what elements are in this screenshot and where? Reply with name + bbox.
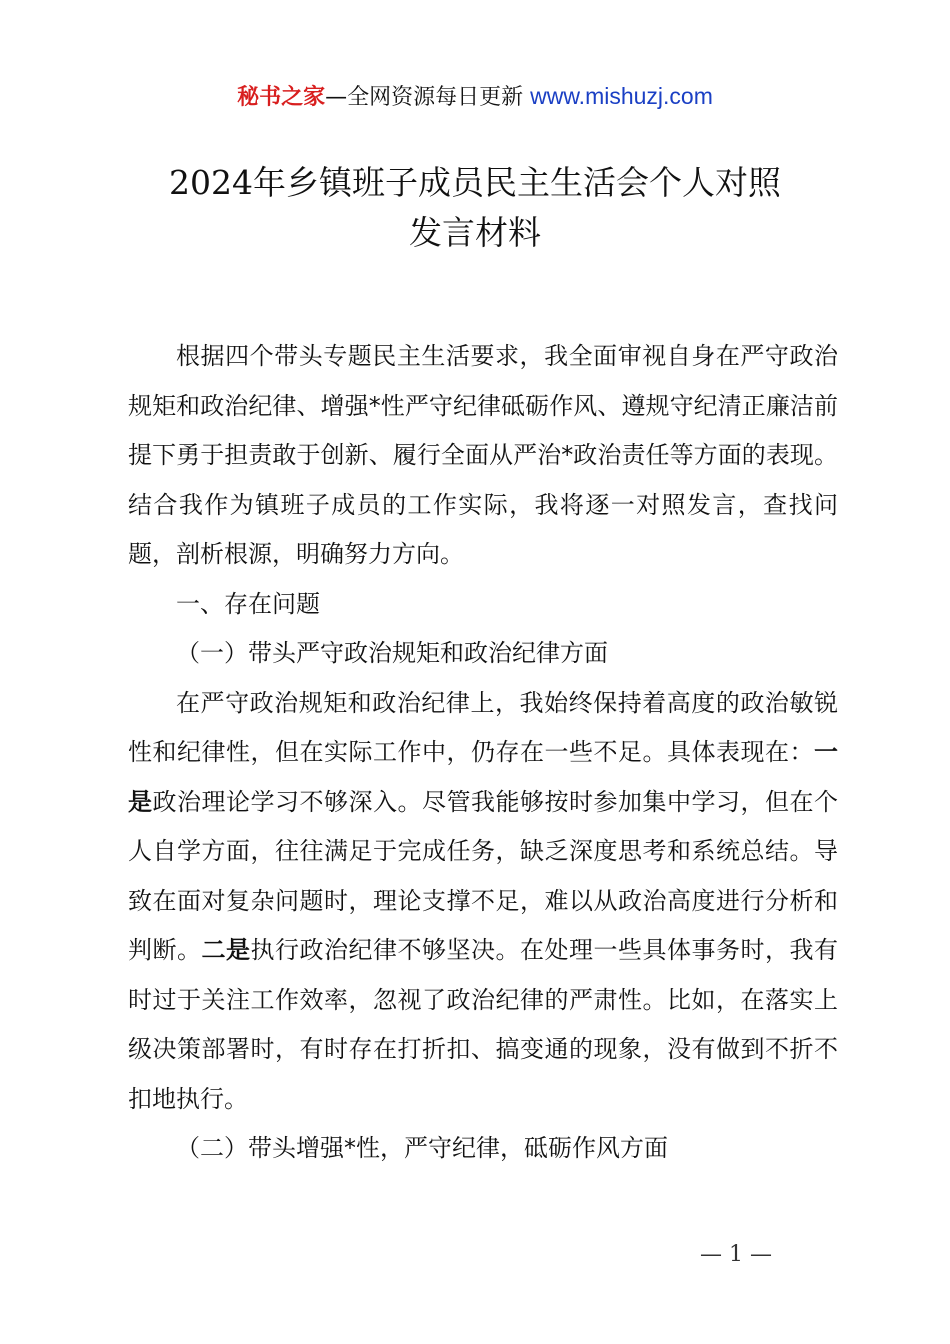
para1-bold-first: 一是 (128, 738, 838, 816)
intro-paragraph: 根据四个带头专题民主生活要求，我全面审视自身在严守政治规矩和政治纪律、增强*性严守纪律砥砺作风、遵规守纪清正廉洁前提下勇于担责敢于创新、履行全面从严治*政治责任等方面的表现。结合我作为镇班子成员的工作实际，我将逐一对照发言，查找问题，剖析根源，明确努力方向。 (128, 342, 838, 568)
document-title (110, 158, 840, 258)
page-number: — 1 — (700, 1242, 772, 1267)
para1-text-a: 在严守政治规矩和政治纪律上，我始终保持着高度的政治敏锐性和纪律性，但在实际工作中，仍存在一些不足。具体表现在： (128, 688, 838, 766)
title-line-2: 发言材料 (409, 213, 541, 252)
banner-tagline: —全网资源每日更新 (325, 85, 524, 110)
section-heading-problems: 一、存在问题 (176, 589, 320, 618)
subsection-heading-2: （二）带头增强*性，严守纪律，砥砺作风方面 (176, 1134, 668, 1162)
banner-url-link[interactable]: www.mishuzj.com (530, 83, 713, 109)
document-body (128, 332, 838, 1174)
banner-brand: 秘书之家 (237, 85, 326, 110)
para1-text-b: 政治理论学习不够深入。尽管我能够按时参加集中学习，但在个人自学方面，往往满足于完成任务，缺乏深度思考和系统总结。导致在面对复杂问题时，理论支撑不足，难以从政治高度进行分析和判断。 (128, 787, 838, 964)
para1-text-c: 执行政治纪律不够坚决。在处理一些具体事务时，我有时过于关注工作效率，忽视了政治纪律的严肃性。比如，在落实上级决策部署时，有时存在打折扣、搞变通的现象，没有做到不折不扣地执行。 (128, 936, 838, 1113)
site-banner (0, 80, 950, 114)
subsection-heading-1: （一）带头严守政治规矩和政治纪律方面 (176, 639, 608, 667)
title-line-1: 2024年乡镇班子成员民主生活会个人对照 (169, 163, 781, 202)
para1-bold-second: 二是 (201, 936, 251, 964)
problem-paragraph-1 (128, 679, 838, 1125)
